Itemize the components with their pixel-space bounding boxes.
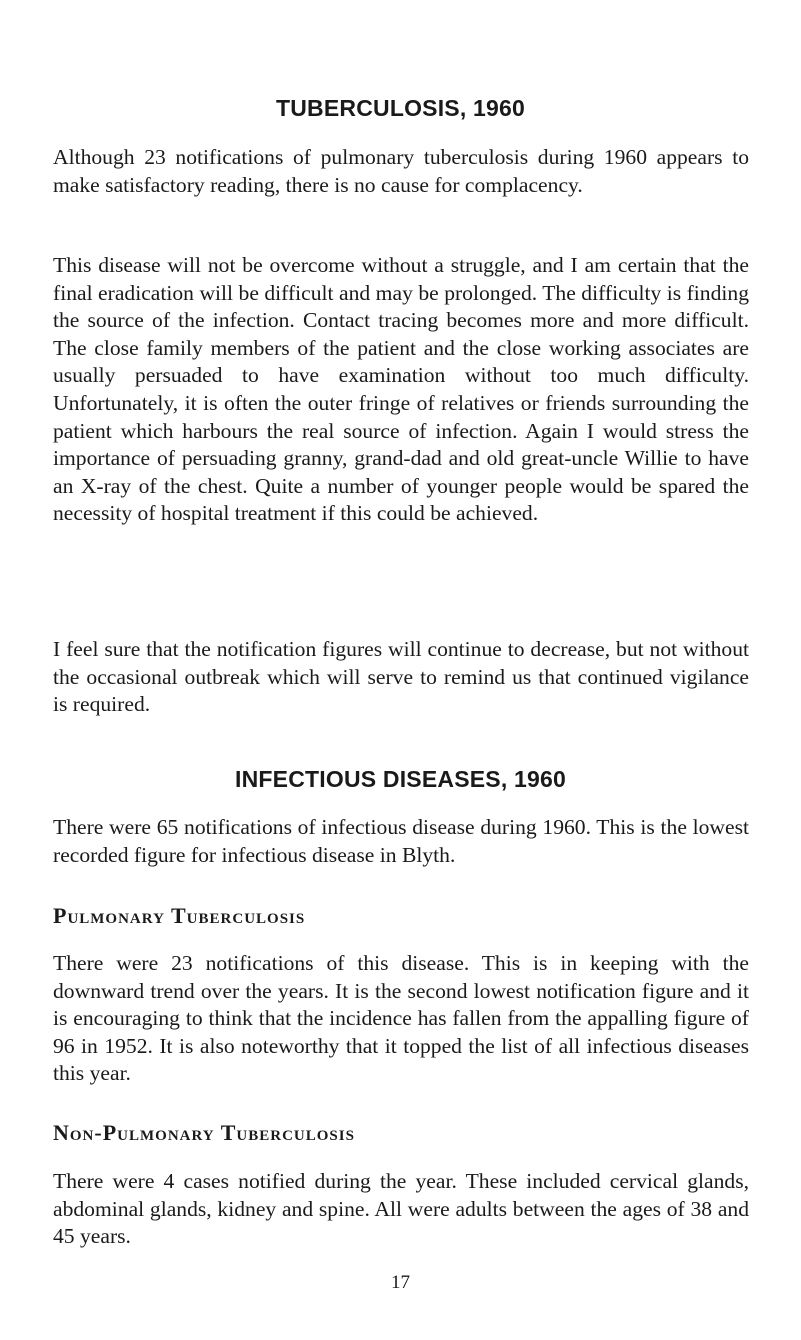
infectious-diseases-heading: INFECTIOUS DISEASES, 1960 [235, 766, 566, 792]
tb-paragraph-2: This disease will not be overcome without a struggle, and I am certain that the final eradication will be difficult and may be prolonged. The difficulty is finding the source of the infection. Contact tracing becomes more and more difficult. The close family members of the patient and the close working associates are usually persuaded to have examination without too much difficulty. Unfortunately, it is often the outer fringe of relatives or friends surrounding the patient which harbours the real source of infection. Again I would stress the importance of persuading granny, grand-dad and old great-uncle Willie to have an X-ray of the chest. Quite a number of younger people would be spared the necessity of hospital treatment if this could be achieved. [53, 253, 749, 526]
tb-paragraph-3: I feel sure that the notification figures will continue to decrease, but not without the occasional outbreak which will serve to remind us that continued vigilance is required. [53, 637, 749, 717]
infectious-intro-paragraph: There were 65 notifications of infectious disease during 1960. This is the lowest recorded figure for infectious disease in Blyth. [53, 815, 749, 867]
page-number: 17 [391, 1272, 410, 1293]
non-pulmonary-tb-subheading: Non-Pulmonary Tuberculosis [53, 1120, 355, 1145]
tb-paragraph-1: Although 23 notifications of pulmonary tuberculosis during 1960 appears to make satisfactory reading, there is no cause for complacency. [53, 145, 749, 197]
pulmonary-tb-subheading: Pulmonary Tuberculosis [53, 903, 306, 928]
non-pulmonary-tb-paragraph: There were 4 cases notified during the year. These included cervical glands, abdominal glands, kidney and spine. All were adults between the ages of 38 and 45 years. [53, 1169, 749, 1249]
tuberculosis-heading: TUBERCULOSIS, 1960 [276, 95, 525, 121]
pulmonary-tb-paragraph: There were 23 notifications of this disease. This is in keeping with the downward trend over the years. It is the second lowest notification figure and it is encouraging to think that the incidence has fallen from the appalling figure of 96 in 1952. It is also noteworthy that it topped the list of all infectious diseases this year. [53, 951, 749, 1086]
